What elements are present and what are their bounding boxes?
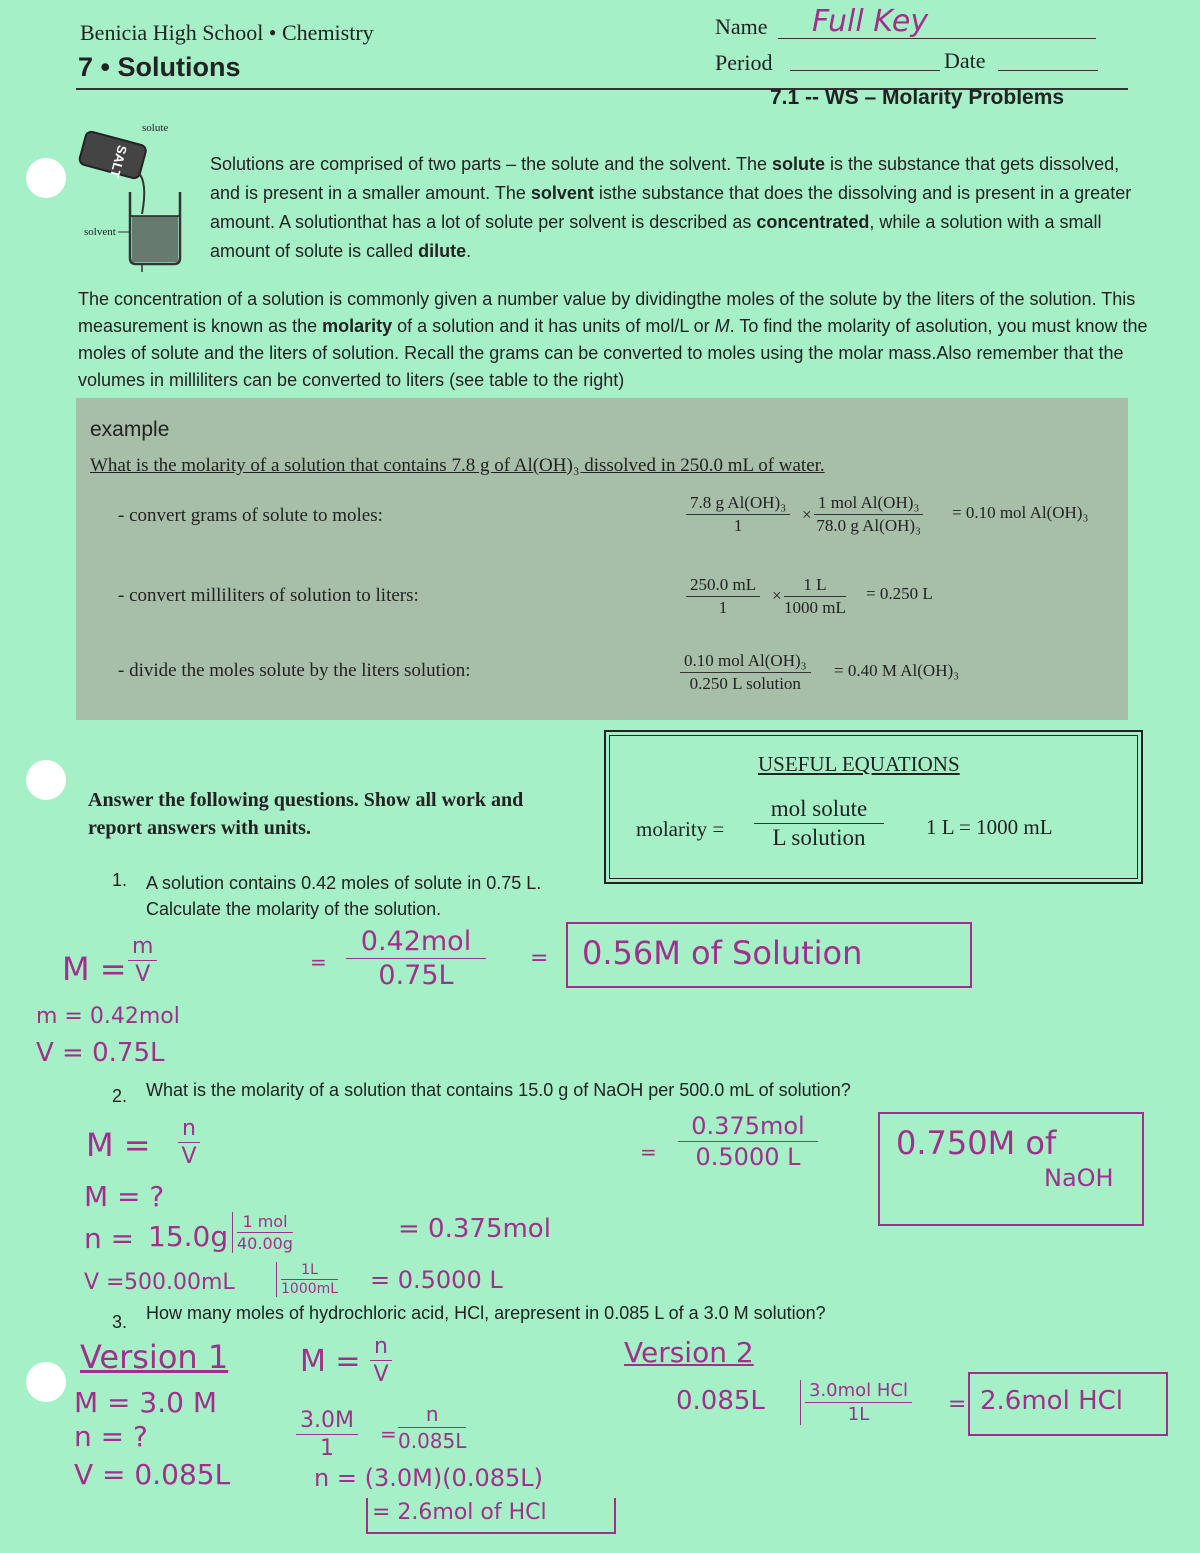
example-step2-fraction1: $\frac{250.0 mL}{1}$	[686, 575, 760, 618]
date-label: Date	[944, 48, 986, 73]
solute-label: solute	[142, 122, 169, 134]
solution-illustration	[78, 122, 198, 272]
q3-v2-volume: 0.085L	[676, 1386, 765, 1416]
example-step1-fraction2: 1 mol Al(OH)₃ 78.0 g Al(OH)₃	[814, 493, 923, 536]
molarity-fraction: mol solute L solution	[754, 796, 884, 851]
q3-substitution-equals: =	[380, 1422, 397, 1446]
example-step1-fraction1: $\frac{\text{7.8 g Al(OH)₃}}{1}$	[686, 493, 790, 536]
salt-label: SALT	[106, 143, 131, 180]
unit-title: 7 • Solutions	[78, 52, 241, 82]
example-heading: example	[90, 418, 170, 441]
q3-v2-answer: 2.6mol HCl	[980, 1386, 1123, 1416]
example-step1-result: = 0.10 mol Al(OH)₃	[952, 503, 1089, 522]
instructions: Answer the following questions. Show all work and report answers with units.	[88, 789, 524, 839]
q3-v1-answer-box[interactable]	[366, 1498, 616, 1534]
school-label: Benicia High School • Chemistry	[80, 20, 374, 45]
q2-formula-fraction: $\frac{n}{V}$	[178, 1116, 200, 1169]
binder-hole-bottom	[26, 1362, 66, 1402]
q2-v-volume: 500.00mL	[124, 1270, 235, 1295]
intro-paragraph-2: The concentration of a solution is commonly given a number value by dividingthe moles of the solute by the liters of the solution. This measurement is known as the molarity of a solution and it has units of mol/L or M. To find the molarity of asolution, you must know the moles of solute and the liters of solution. Recall the grams can be converted to moles using the molar mass.Also remember that the volumes in milliliters can be converted to liters (see table to the right)	[78, 289, 1148, 390]
q3-v2-answer-box[interactable]	[968, 1372, 1168, 1436]
q1-answer-box[interactable]	[566, 922, 972, 988]
example-question: What is the molarity of a solution that contains 7.8 g of Al(OH)₃ dissolved in 250.0 mL of water.	[90, 455, 825, 476]
q2-n-label: n =	[84, 1222, 135, 1255]
example-step2-label: - convert milliliters of solution to liters:	[118, 585, 419, 606]
q1-formula-left: M =	[62, 950, 127, 988]
q2-v-result: = 0.5000 L	[370, 1266, 503, 1294]
q2-answer-line1: 0.750M of	[896, 1124, 1057, 1162]
period-label: Period	[715, 50, 773, 75]
date-line[interactable]	[998, 70, 1098, 71]
q1-given-v: V = 0.75L	[36, 1038, 165, 1068]
q3-substitution-right: $\frac{n}{0.085L}$	[398, 1402, 467, 1453]
molarity-label: molarity =	[636, 817, 725, 841]
q3-given-n: n = ?	[74, 1420, 148, 1453]
q3-version1-label: Version 1	[80, 1338, 229, 1376]
q3-substitution-left: $\frac{3.0M}{1}$	[296, 1408, 358, 1461]
liter-conversion: 1 L = 1000 mL	[926, 815, 1053, 839]
q2-unknown: M = ?	[84, 1180, 165, 1213]
question-3-text: How many moles of hydrochloric acid, HCl, arepresent in 0.085 L of a 3.0 M solution?	[146, 1303, 826, 1323]
q3-n-line: n = (3.0M)(0.085L)	[314, 1464, 543, 1492]
intro-paragraph-1: Solutions are comprised of two parts – the solute and the solvent. The solute is the substance that gets dissolved, and is present in a smaller amount. The solvent isthe substance that does the dissolving and is present in a greater amount. A solutionthat has a lot of solute per solvent is described as concentrated, while a solution with a small amount of solute is called dilute.	[210, 154, 1132, 261]
q3-formula-left: M =	[300, 1344, 361, 1379]
q3-given-m: M = 3.0 M	[74, 1386, 218, 1419]
example-step3-fraction: 0.10 mol Al(OH)₃ 0.250 L solution	[680, 651, 811, 694]
binder-hole-top	[26, 158, 66, 198]
q3-formula-fraction: $\frac{n}{V}$	[370, 1334, 392, 1387]
q1-answer: 0.56M of Solution	[582, 934, 863, 972]
example-step2-times: ×	[772, 586, 782, 605]
example-step2-result: = 0.250 L	[866, 584, 933, 603]
q3-version2-label: Version 2	[624, 1336, 754, 1369]
q3-v2-equals: =	[948, 1392, 967, 1417]
example-step2-fraction2: $\frac{1 L}{1000 mL}$	[784, 575, 846, 617]
q2-equals: =	[640, 1140, 657, 1164]
question-2-number: 2.	[112, 1086, 128, 1106]
question-1-number: 1.	[112, 870, 128, 890]
q1-equals-2: =	[530, 946, 549, 971]
q3-v1-answer: = 2.6mol of HCl	[372, 1500, 547, 1525]
name-value[interactable]: Full Key	[812, 4, 929, 39]
example-step1-label: - convert grams of solute to moles:	[118, 505, 383, 526]
beaker-icon	[78, 122, 198, 272]
q1-formula-fraction: $\frac{m}{V}$	[128, 934, 157, 987]
question-3-number: 3.	[112, 1312, 128, 1332]
q2-answer-line2: NaOH	[1044, 1164, 1114, 1192]
example-step1-times: ×	[802, 505, 812, 524]
q1-equals-1: =	[310, 950, 327, 974]
name-label: Name	[715, 14, 768, 39]
q2-v-conversion: $\frac{1L}{1000mL}$	[276, 1262, 338, 1297]
useful-equations-box	[604, 730, 1143, 884]
worksheet-title: 7.1 -- WS – Molarity Problems	[770, 86, 1065, 109]
q2-v-label: V =	[84, 1270, 125, 1295]
example-step3-label: - divide the moles solute by the liters solution:	[118, 660, 471, 681]
q2-answer-box[interactable]	[878, 1112, 1144, 1226]
q2-n-conversion: 1 mol 40.00g	[232, 1212, 293, 1253]
q3-v2-conversion: 3.0mol HCl 1L	[800, 1380, 912, 1425]
q1-given-m: m = 0.42mol	[36, 1004, 180, 1029]
example-step3-result: = 0.40 M Al(OH)₃	[834, 661, 960, 680]
solvent-label: solvent	[84, 226, 116, 238]
binder-hole-middle	[26, 760, 66, 800]
q2-n-mass: 15.0g	[148, 1220, 229, 1253]
period-line[interactable]	[790, 70, 940, 71]
q1-fraction: 0.42mol 0.75L	[346, 926, 486, 991]
q2-formula-left: M =	[86, 1126, 151, 1164]
q2-fraction: 0.375mol 0.5000 L	[678, 1112, 818, 1171]
q3-given-v: V = 0.085L	[74, 1458, 231, 1491]
q2-n-result: = 0.375mol	[398, 1214, 551, 1244]
question-1-text: A solution contains 0.42 moles of solute in 0.75 L. Calculate the molarity of the solution.	[146, 873, 542, 919]
question-2-text: What is the molarity of a solution that contains 15.0 g of NaOH per 500.0 mL of solution?	[146, 1080, 851, 1100]
useful-equations-title: USEFUL EQUATIONS	[758, 752, 960, 776]
